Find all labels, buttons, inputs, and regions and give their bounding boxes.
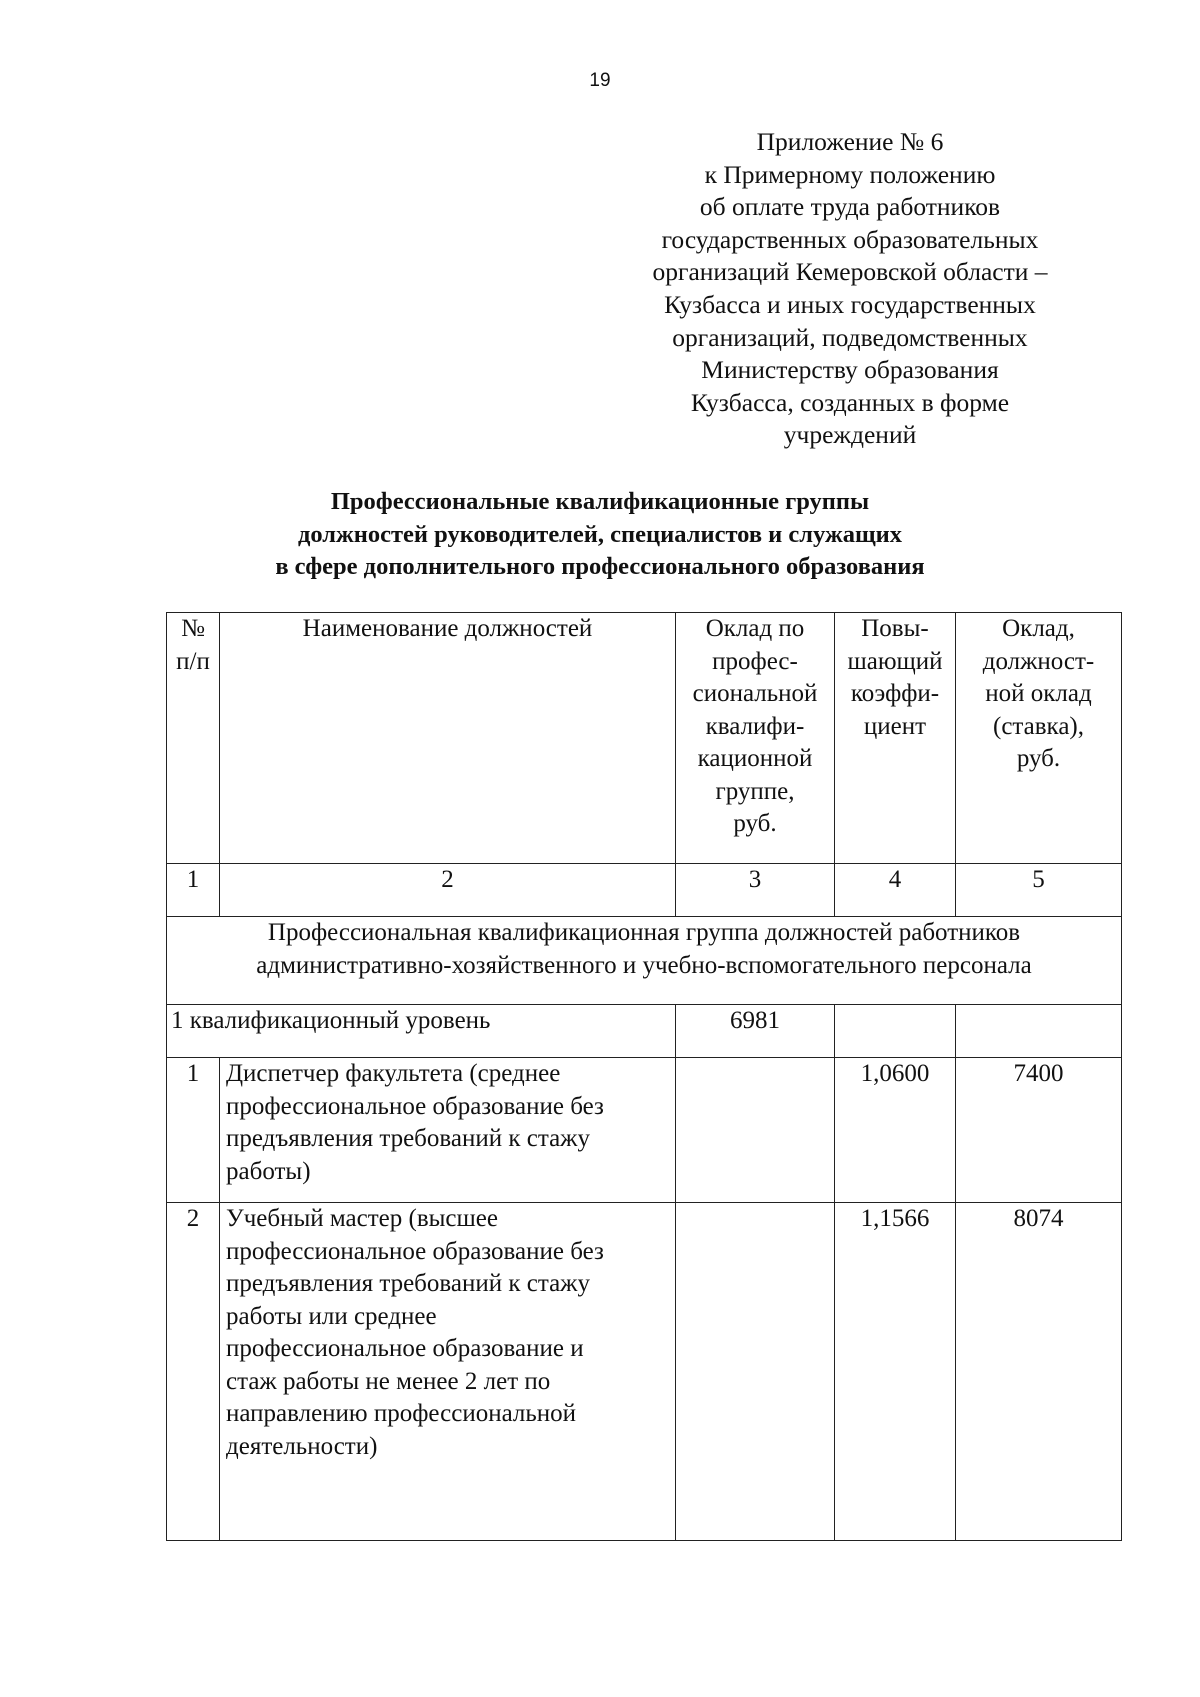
level-salary-group: 6981 <box>676 1005 835 1058</box>
appendix-line: Приложение № 6 <box>756 127 944 156</box>
appendix-line: Кузбасса, созданных в форме <box>690 387 1010 417</box>
appendix-line: государственных образовательных <box>661 224 1039 254</box>
row-salary: 8074 <box>956 1203 1122 1541</box>
row-position-name: Диспетчер факультета (среднее профессиональное образование без предъявления требований к стажу работы) <box>220 1058 676 1203</box>
appendix-line: учреждений <box>783 420 917 450</box>
header-name: Наименование должностей <box>220 613 676 864</box>
column-number: 2 <box>220 864 676 917</box>
group-title: Профессиональная квалификационная группа должностей работников административно-хозяйственного и учебно-вспомогательного персонала <box>167 917 1122 1005</box>
row-salary-group <box>676 1203 835 1541</box>
column-number: 4 <box>835 864 956 917</box>
appendix-line: Министерству образования <box>701 355 999 385</box>
row-salary: 7400 <box>956 1058 1122 1203</box>
row-position-name: Учебный мастер (высшее профессиональное образование без предъявления требований к стажу работы или среднее профессиональное образование и стаж работы не менее 2 лет по направлению профессиональной деятельности) <box>220 1203 676 1541</box>
header-salary: Оклад, должност- ной оклад (ставка), руб. <box>956 613 1122 864</box>
title-line: должностей руководителей, специалистов и служащих <box>297 520 903 548</box>
title-line: в сфере дополнительного профессионального образования <box>275 553 925 580</box>
appendix-line: к Примерному положению <box>704 159 996 189</box>
header-coefficient: Повы- шающий коэффи- циент <box>835 613 956 864</box>
row-coefficient: 1,0600 <box>835 1058 956 1203</box>
qualification-level-row <box>167 1005 1122 1058</box>
level-label: 1 квалификационный уровень <box>167 1005 676 1058</box>
column-number: 5 <box>956 864 1122 917</box>
appendix-line: организаций Кемеровской области – <box>652 257 1048 287</box>
table-header-row <box>167 613 1122 864</box>
appendix-block <box>620 126 1080 452</box>
level-coefficient <box>835 1005 956 1058</box>
row-num: 2 <box>167 1203 220 1541</box>
appendix-line: Кузбасса и иных государственных <box>664 289 1036 319</box>
level-salary <box>956 1005 1122 1058</box>
header-num: № п/п <box>167 613 220 864</box>
group-title-row <box>167 917 1122 1005</box>
row-num: 1 <box>167 1058 220 1203</box>
header-salary-group: Оклад по профес- сиональной квалифи- кационной группе, руб. <box>676 613 835 864</box>
page-number: 19 <box>589 70 611 91</box>
column-number-row <box>167 864 1122 917</box>
row-coefficient: 1,1566 <box>835 1203 956 1541</box>
column-number: 1 <box>167 864 220 917</box>
row-salary-group <box>676 1058 835 1203</box>
document-title <box>150 486 1050 584</box>
title-line: Профессиональные квалификационные группы <box>330 488 870 515</box>
table-row <box>167 1058 1122 1203</box>
table-row <box>167 1203 1122 1541</box>
appendix-line: организаций, подведомственных <box>672 322 1028 352</box>
qualification-table <box>166 612 1122 1541</box>
appendix-line: об оплате труда работников <box>699 192 1001 222</box>
column-number: 3 <box>676 864 835 917</box>
